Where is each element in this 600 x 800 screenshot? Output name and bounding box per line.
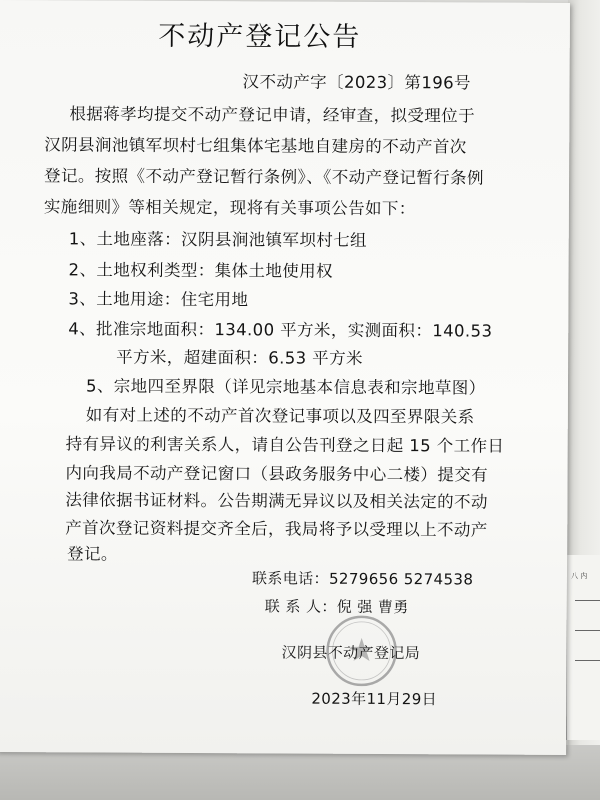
notice-item: 5、宗地四至界限（详见宗地基本信息表和宗地草图） bbox=[85, 376, 486, 398]
notice-item: 1、土地座落：汉阴县涧池镇军坝村七组 bbox=[68, 229, 367, 250]
notice-item: 平方米，超建面积：6.53 平方米 bbox=[116, 347, 363, 368]
closing-line: 法律依据书证材料。公告期满无异议以及相关法定的不动 bbox=[65, 490, 488, 512]
closing-line: 产首次登记资料提交齐全后，我局将予以受理以上不动产 bbox=[65, 518, 488, 540]
side-sheet-rule bbox=[575, 630, 600, 631]
side-sheet-fragment: 八 内 bbox=[571, 572, 588, 580]
issuing-authority: 汉阴县不动产登记局 bbox=[281, 643, 421, 663]
contact-phone: 联系电话：5279656 5274538 bbox=[251, 569, 474, 589]
side-sheet bbox=[566, 555, 600, 740]
notice-title: 不动产登记公告 bbox=[158, 20, 362, 53]
document-number: 汉不动产字〔2023〕第196号 bbox=[242, 72, 472, 93]
notice-date: 2023年11月29日 bbox=[311, 689, 438, 709]
side-sheet-rule bbox=[575, 660, 600, 661]
intro-line: 实施细则》等相关规定，现将有关事项公告如下： bbox=[43, 197, 416, 219]
closing-line: 持有异议的利害关系人，请自公告刊登之日起 15 个工作日 bbox=[65, 434, 505, 456]
intro-line: 登记。按照《不动产登记暂行条例》、《不动产登记暂行条例 bbox=[44, 166, 484, 188]
intro-line: 根据蒋孝均提交不动产登记申请，经审查，拟受理位于 bbox=[69, 104, 476, 126]
notice-item: 2、土地权利类型：集体土地使用权 bbox=[68, 260, 334, 281]
closing-line: 登记。 bbox=[67, 544, 118, 564]
notice-item: 4、批准宗地面积：134.00 平方米，实测面积：140.53 bbox=[68, 319, 493, 341]
contact-persons: 联 系 人：倪 强 曹勇 bbox=[264, 597, 409, 617]
closing-line: 内向我局不动产登记窗口（县政务服务中心二楼）提交有 bbox=[65, 463, 489, 485]
closing-line: 如有对上述的不动产首次登记事项以及四至界限关系 bbox=[85, 405, 475, 427]
notice-item: 3、土地用途：住宅用地 bbox=[68, 289, 249, 310]
side-sheet-rule bbox=[575, 600, 600, 601]
intro-line: 汉阴县涧池镇军坝村七组集体宅基地自建房的不动产首次 bbox=[44, 135, 467, 157]
